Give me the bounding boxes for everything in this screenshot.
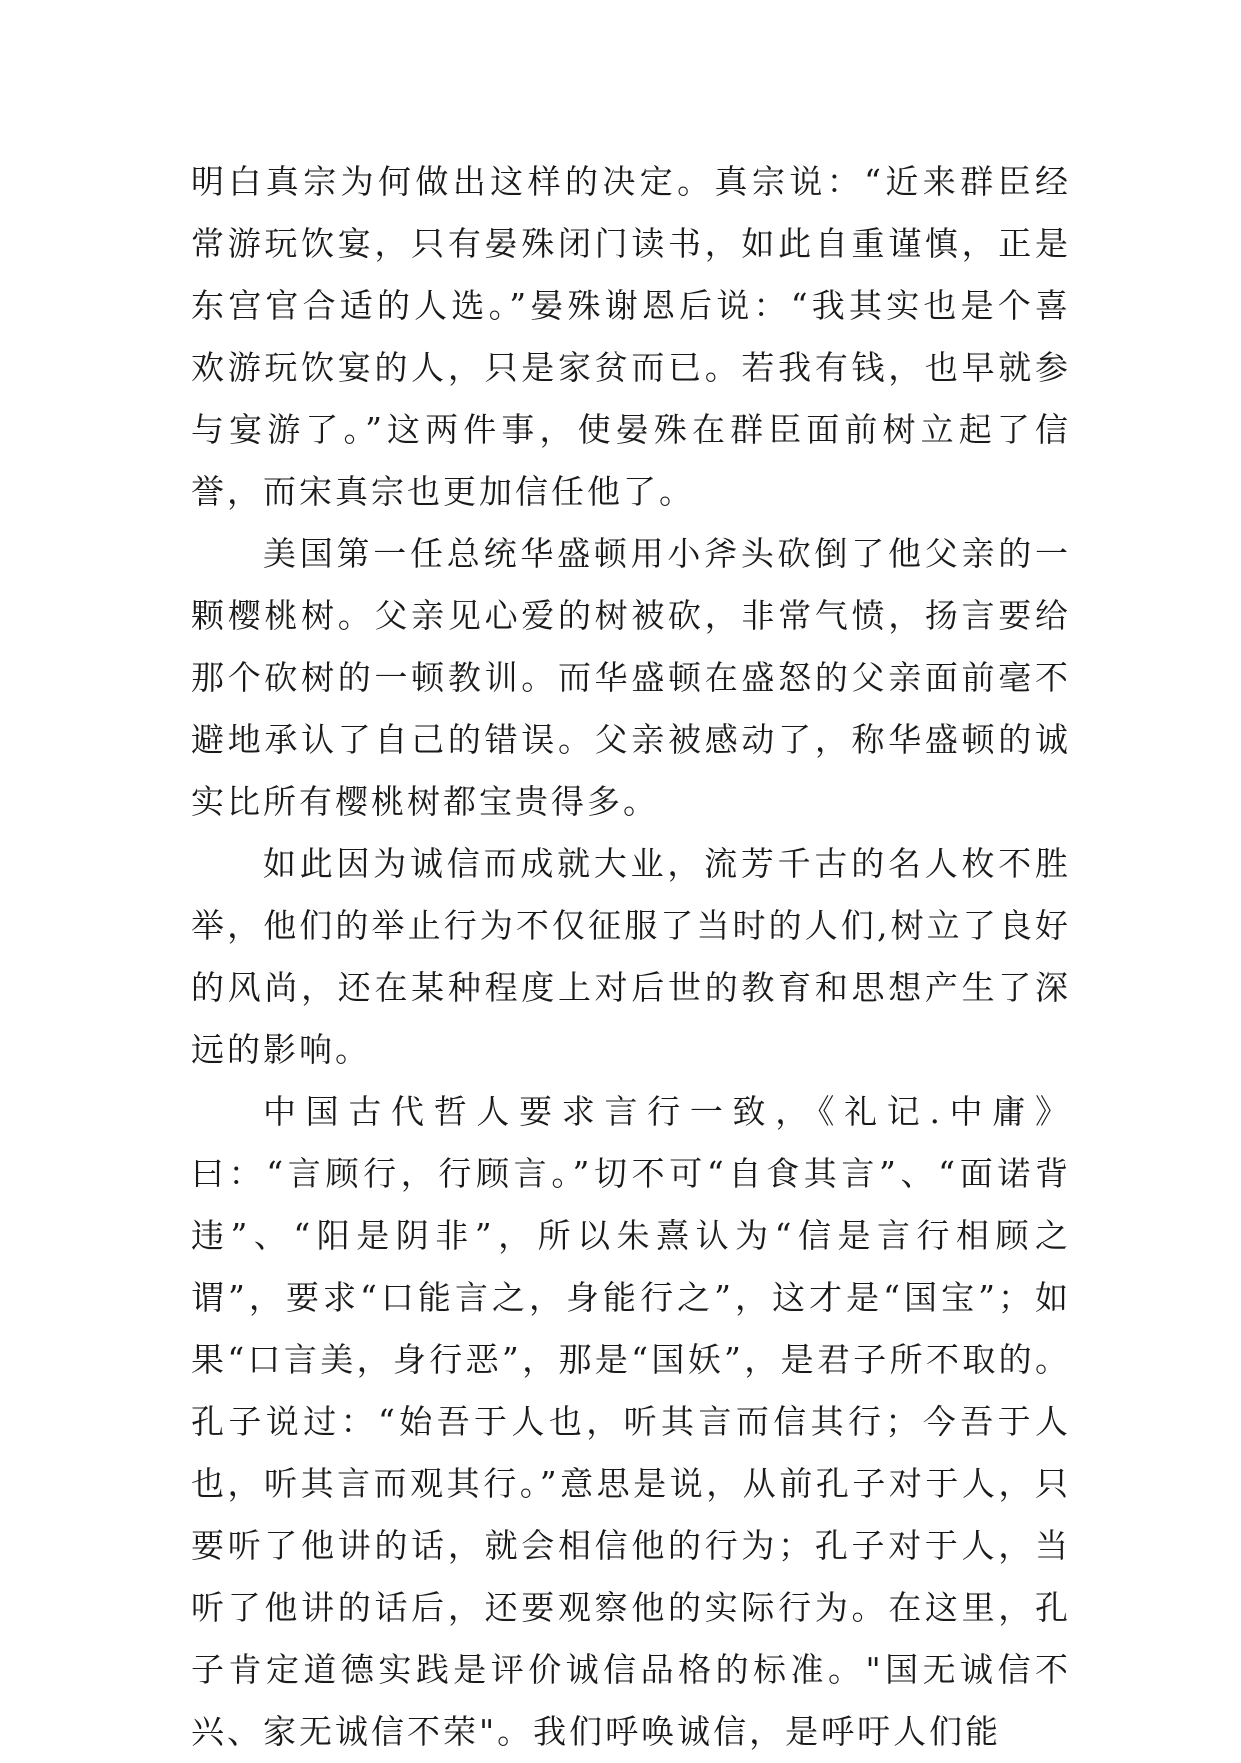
paragraph-3: 如此因为诚信而成就大业，流芳千古的名人枚不胜举，他们的举止行为不仅征服了当时的人们,树立了良好的风尚，还在某种程度上对后世的教育和思想产生了深远的影响。 (191, 844, 1071, 1069)
paragraph-4: 中国古代哲人要求言行一致，《礼记.中庸》曰：“言顾行，行顾言。”切不可“自食其言”、“面诺背违”、“阳是阴非”，所以朱熹认为“信是言行相顾之谓”，要求“口能言之，身能行之”，这才是“国宝”；如果“口言美，身行恶”，那是“国妖”，是君子所不取的。孔子说过：“始吾于人也，听其言而信其行；今吾于人也，听其言而观其行。”意思是说，从前孔子对于人，只要听了他讲的话，就会相信他的行为；孔子对于人，当听了他讲的话后，还要观察他的实际行为。在这里，孔子肯定道德实践是评价诚信品格的标准。"国无诚信不兴、家无诚信不荣"。我们呼唤诚信，是呼吁人们能 (191, 1092, 1071, 1751)
paragraph-2: 美国第一任总统华盛顿用小斧头砍倒了他父亲的一颗樱桃树。父亲见心爱的树被砍，非常气愤，扬言要给那个砍树的一顿教训。而华盛顿在盛怒的父亲面前毫不避地承认了自己的错误。父亲被感动了，称华盛顿的诚实比所有樱桃树都宝贵得多。 (191, 534, 1071, 821)
body-text (191, 151, 1071, 1763)
paragraph-1: 明白真宗为何做出这样的决定。真宗说：“近来群臣经常游玩饮宴，只有晏殊闭门读书，如此自重谨慎，正是东宫官合适的人选。”晏殊谢恩后说：“我其实也是个喜欢游玩饮宴的人，只是家贫而已。若我有钱，也早就参与宴游了。”这两件事，使晏殊在群臣面前树立起了信誉，而宋真宗也更加信任他了。 (191, 162, 1071, 511)
